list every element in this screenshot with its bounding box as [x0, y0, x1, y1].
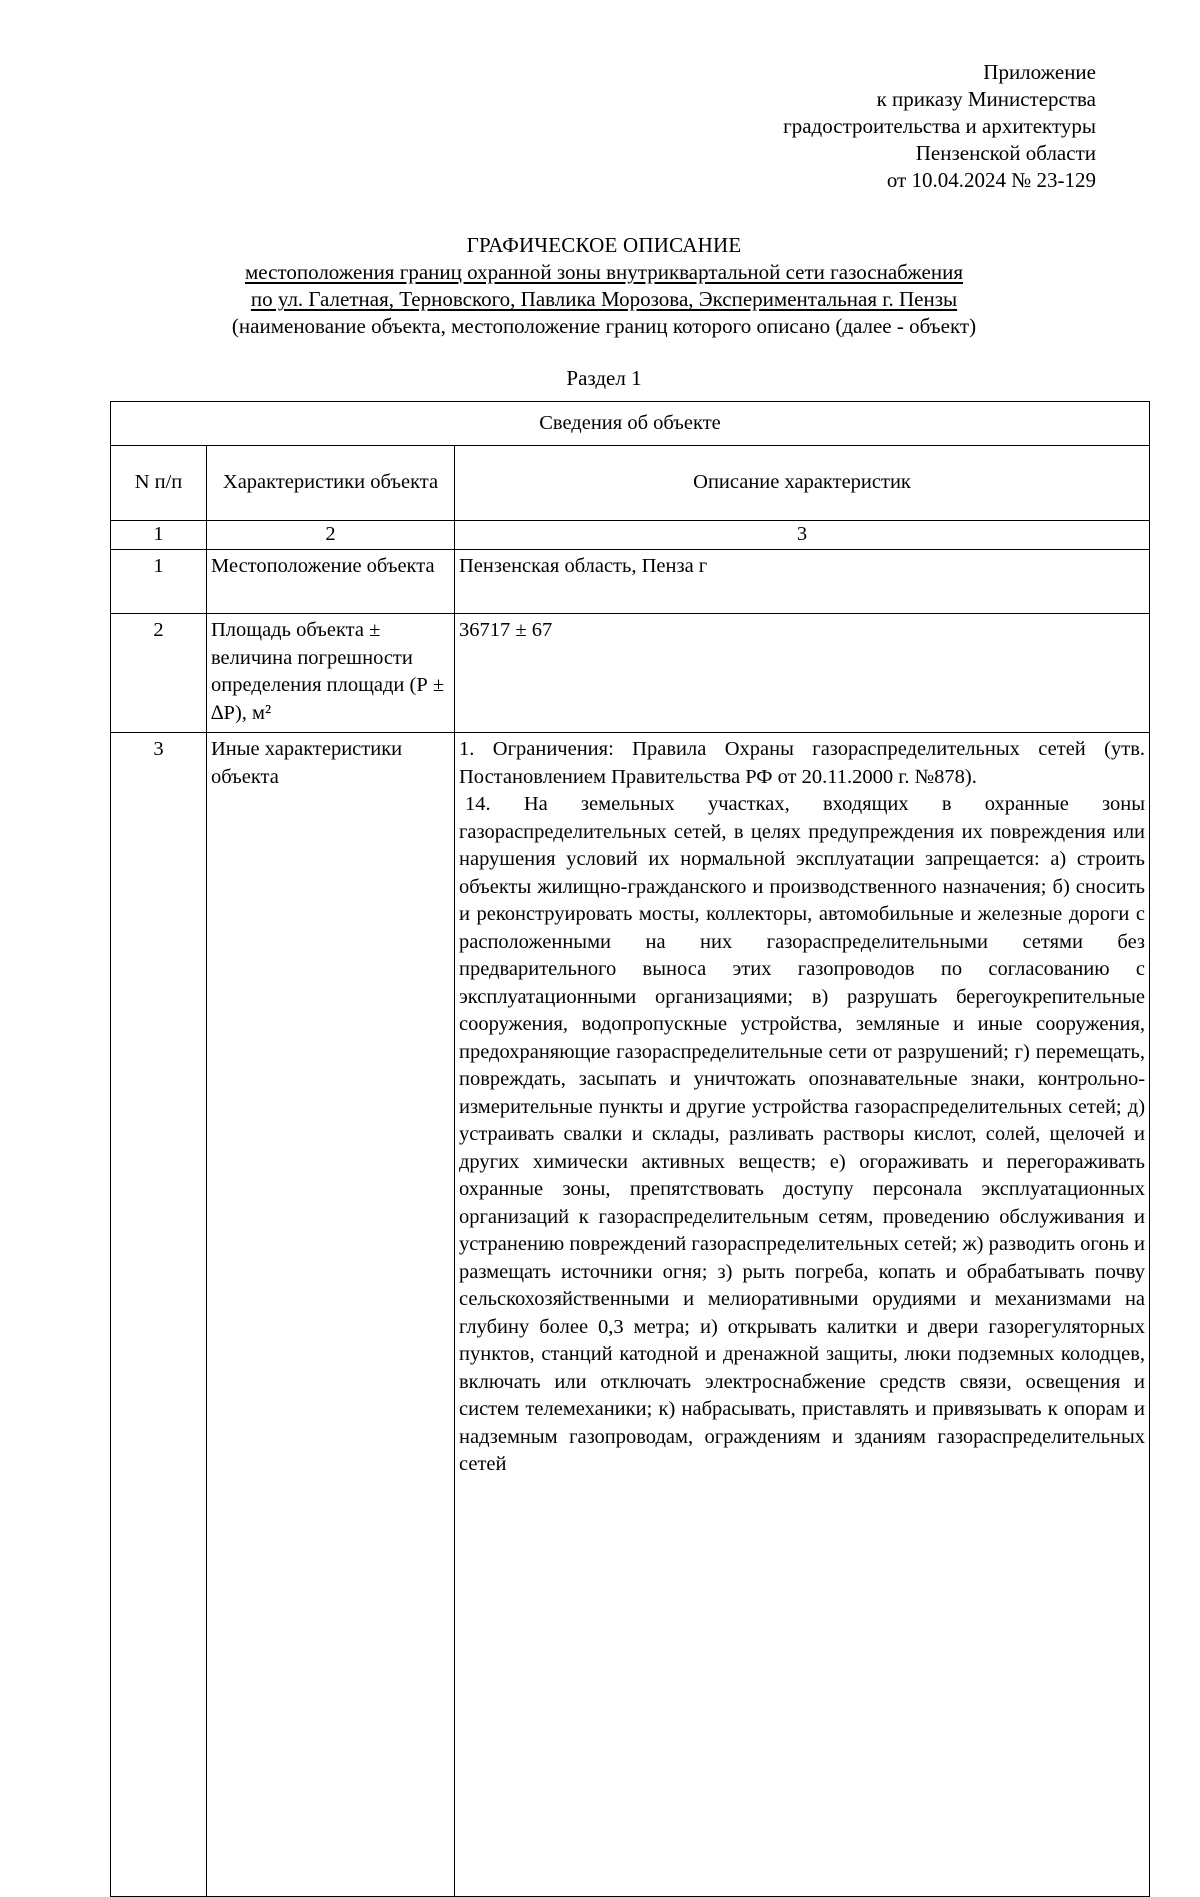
document-title-block [104, 232, 1104, 340]
column-number-row [111, 521, 1150, 550]
table-header-row [111, 446, 1150, 521]
row-characteristic: Иные характеристики объекта [207, 733, 455, 1897]
table-row [111, 733, 1150, 1897]
appendix-header-line: Приложение [983, 60, 1096, 84]
document-title: ГРАФИЧЕСКОЕ ОПИСАНИЕ [466, 233, 742, 257]
object-name-caption: (наименование объекта, местоположение границ которого описано (далее - объект) [231, 314, 977, 338]
row-number: 2 [111, 614, 207, 733]
appendix-header [783, 59, 1096, 194]
object-name-line: по ул. Галетная, Терновского, Павлика Морозова, Экспериментальная г. Пензы [250, 287, 958, 311]
appendix-header-line: к приказу Министерства [876, 87, 1096, 111]
row-description: Пензенская область, Пенза г [455, 550, 1150, 614]
column-header: Характеристики объекта [207, 446, 455, 521]
appendix-header-line: градостроительства и архитектуры [783, 114, 1096, 138]
column-number: 3 [455, 521, 1150, 550]
row-characteristic: Площадь объекта ± величина погрешности определения площади (Р ± ∆Р), м² [207, 614, 455, 733]
object-info-table [110, 401, 1150, 1897]
table-caption: Сведения об объекте [111, 402, 1150, 446]
table-row [111, 614, 1150, 733]
row-description [455, 733, 1150, 1897]
row-number: 3 [111, 733, 207, 1897]
column-number: 2 [207, 521, 455, 550]
column-header: Описание характеристик [455, 446, 1150, 521]
restriction-paragraph: 14. На земельных участках, входящих в охранные зоны газораспределительных сетей, в целях предупреждения их повреждения или нарушения условий их нормальной эксплуатации запрещается: а) строить объекты жилищно-гражданского и производственного назначения; б) сносить и реконструировать мосты, коллекторы, автомобильные и железные дороги с расположенными на них газораспределительными сетями без предварительного выноса этих газопроводов по согласованию с эксплуатационными организациями; в) разрушать берегоукрепительные сооружения, водопропускные устройства, земляные и иные сооружения, предохраняющие газораспределительные сети от разрушений; г) перемещать, повреждать, засыпать и уничтожать опознавательные знаки, контрольно-измерительные пункты и другие устройства газораспределительных сетей; д) устраивать свалки и склады, разливать растворы кислот, солей, щелочей и других химически активных веществ; е) огораживать и перегораживать охранные зоны, препятствовать доступу персонала эксплуатационных организаций к газораспределительным сетям, проведению обслуживания и устранению повреждений газораспределительных сетей; ж) разводить огонь и размещать источники огня; з) рыть погреба, копать и обрабатывать почву сельскохозяйственными и мелиоративными орудиями и механизмами на глубину более 0,3 метра; и) открывать калитки и двери газорегуляторных пунктов, станций катодной и дренажной защиты, люки подземных колодцев, включать или отключать электроснабжение средств связи, освещения и систем телемеханики; к) набрасывать, приставлять и привязывать к опорам и надземным газопроводам, ограждениям и зданиям газораспределительных сетей [459, 793, 1146, 1475]
column-number: 1 [111, 521, 207, 550]
section-label: Раздел 1 [566, 366, 642, 390]
column-header: N п/п [111, 446, 207, 521]
appendix-header-line: от 10.04.2024 № 23-129 [886, 168, 1096, 192]
restriction-paragraph: 1. Ограничения: Правила Охраны газораспределительных сетей (утв. Постановлением Правительства РФ от 20.11.2000 г. №878). [459, 738, 1146, 788]
table-row [111, 550, 1150, 614]
appendix-header-line: Пензенской области [915, 141, 1096, 165]
object-name-line: местоположения границ охранной зоны внутриквартальной сети газоснабжения [245, 260, 963, 284]
row-description: 36717 ± 67 [455, 614, 1150, 733]
row-characteristic: Местоположение объекта [207, 550, 455, 614]
table-caption-row [111, 402, 1150, 446]
row-number: 1 [111, 550, 207, 614]
